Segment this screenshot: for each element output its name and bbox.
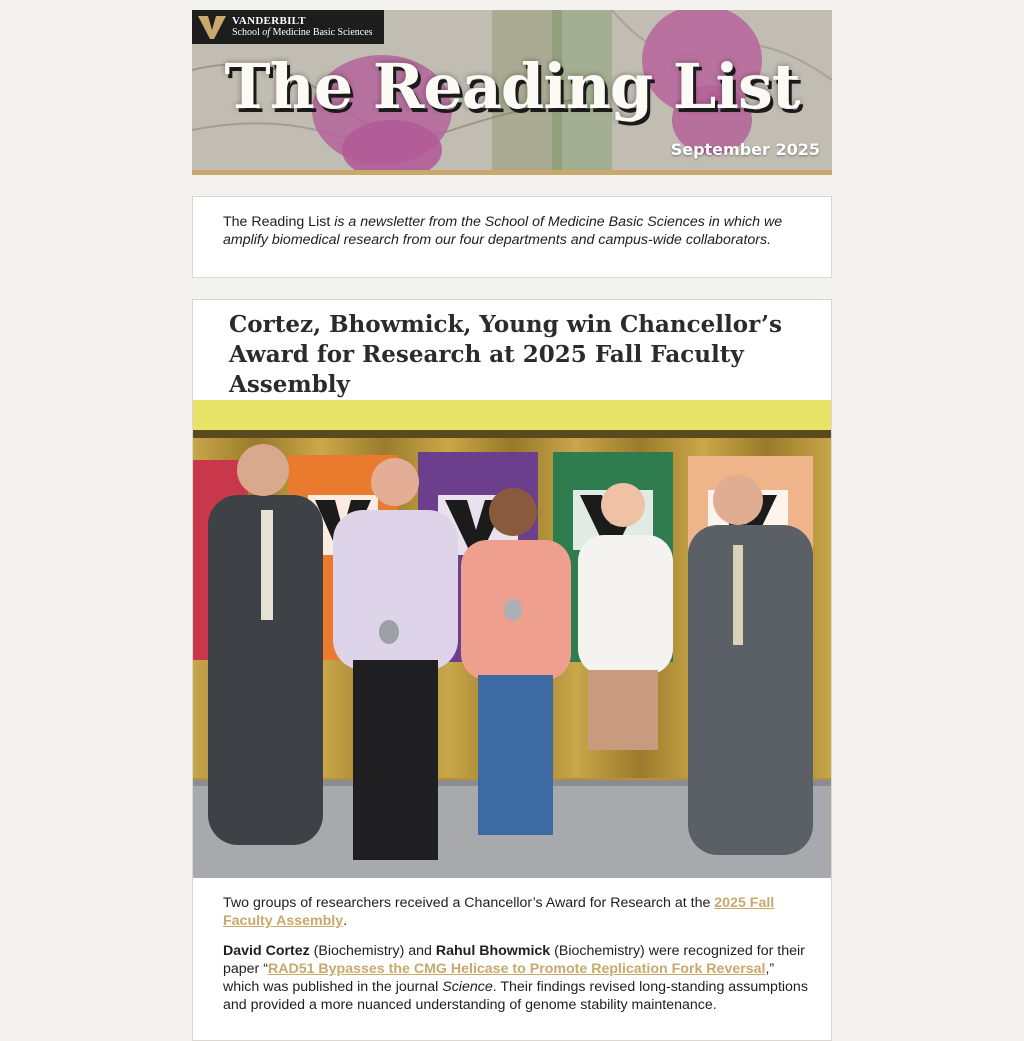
researcher-name: Rahul Bhowmick: [435, 943, 551, 959]
award-ceremony-photo: [193, 400, 831, 878]
article-card: [192, 299, 832, 1041]
fall-faculty-assembly-link[interactable]: 2025 Fall Faculty Assembly: [223, 895, 775, 929]
banner-divider: [192, 170, 832, 175]
paper-link[interactable]: RAD51 Bypasses the CMG Helicase to Promote Replication Fork Reversal: [267, 961, 766, 977]
article-headline: Cortez, Bhowmick, Young win Chancellor’s Award for Research at 2025 Fall Faculty Assembly: [229, 311, 783, 398]
intro-box: [192, 196, 832, 278]
issue-date: September 2025: [670, 140, 820, 159]
vanderbilt-logo: [192, 10, 384, 44]
article-body: [223, 894, 808, 1026]
header-banner: [192, 10, 832, 170]
vanderbilt-v-icon: [192, 10, 232, 44]
intro-text: The Reading List is a newsletter from the School of Medicine Basic Sciences in which we amplify biomedical research from our four departments and campus-wide collaborators.: [223, 214, 783, 248]
intro-name: The Reading List: [223, 214, 331, 230]
researcher-name: David Cortez: [223, 943, 310, 959]
article-paragraph: David Cortez (Biochemistry) and Rahul Bhowmick (Biochemistry) were recognized for their paper “RAD51 Bypasses the CMG Helicase to Promote Replication Fork Reversal,” which was published in the journal Science. Their findings revised long-standing assumptions and provided a more nuanced understanding of genome stability maintenance.: [223, 943, 808, 1013]
logo-subtitle: School of Medicine Basic Sciences: [232, 26, 373, 38]
article-paragraph: Two groups of researchers received a Chancellor’s Award for Research at the 2025 Fall Faculty Assembly.: [223, 895, 775, 929]
journal-name: Science: [442, 979, 493, 995]
logo-name: VANDERBILT: [232, 14, 306, 27]
newsletter-title: The Reading List: [224, 50, 800, 123]
